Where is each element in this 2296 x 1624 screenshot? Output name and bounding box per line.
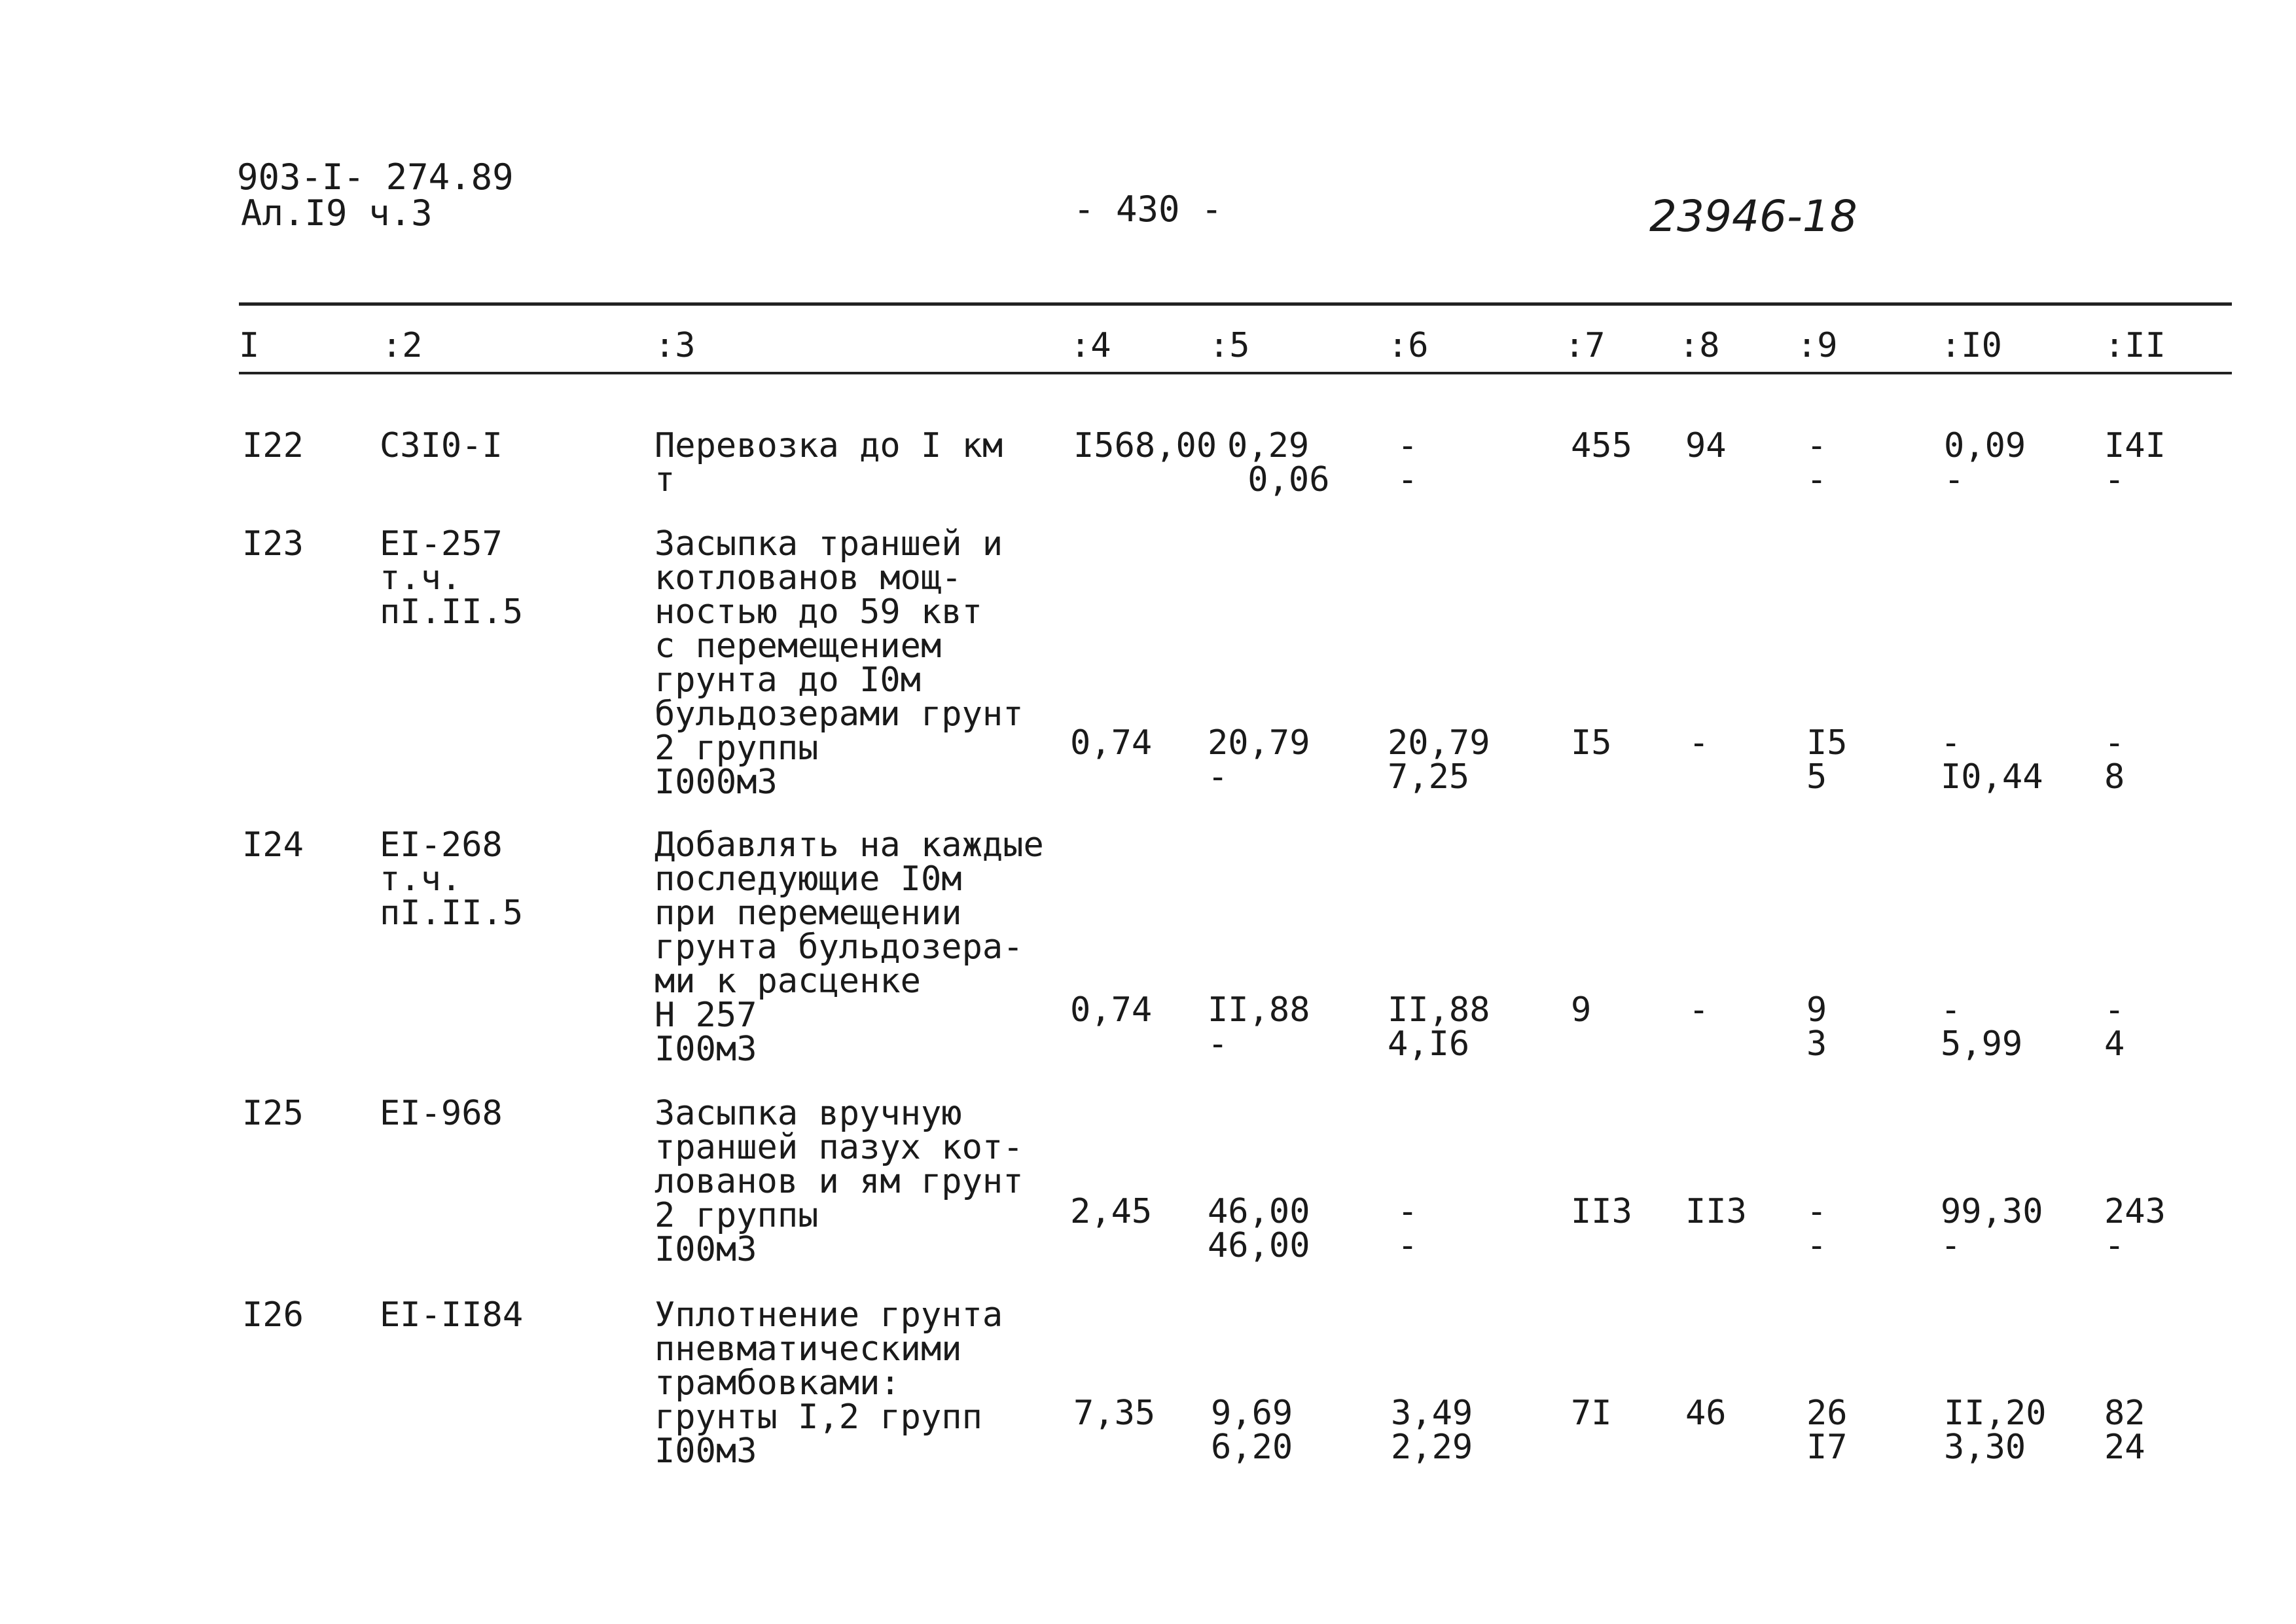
cell-col-7: 9 <box>1571 990 1592 1030</box>
column-header-6: :6 <box>1388 326 1429 365</box>
cell-col-8: - <box>1689 723 1710 763</box>
cell-col-8: - <box>1689 990 1710 1030</box>
row-number: I24 <box>242 825 304 865</box>
work-description: Уплотнение грунта пневматическими трамбовками: грунты I,2 групп I00м3 <box>655 1295 1003 1471</box>
column-header-7: :7 <box>1564 326 1605 365</box>
cell-col-5: 46,00 46,00 <box>1208 1192 1310 1265</box>
cell-col-11: - 8 <box>2104 723 2125 797</box>
row-number: I23 <box>242 524 304 564</box>
work-description: Засыпка траншей и котлованов мощ- ностью до 59 квт с перемещением грунта до I0м бульдозерами грунт 2 группы I000м3 <box>655 524 1024 802</box>
cell-col-10: - I0,44 <box>1941 723 2043 797</box>
cell-col-11: - 4 <box>2104 990 2125 1064</box>
column-header-4: :4 <box>1070 326 1111 365</box>
cell-col-5: 9,69 6,20 <box>1211 1394 1293 1467</box>
cell-col-5: II,88 - <box>1208 990 1310 1064</box>
cell-col-7: I5 <box>1571 723 1612 763</box>
cell-col-7: 455 <box>1571 426 1632 465</box>
rate-code: EI-II84 <box>380 1295 524 1335</box>
estimate-table <box>239 0 2232 1624</box>
cell-col-8: 94 <box>1685 426 1727 465</box>
cell-col-4: 0,74 <box>1070 723 1153 763</box>
work-description: Засыпка вручную траншей пазух кот- лованов и ям грунт 2 группы I00м3 <box>655 1094 1024 1269</box>
cell-col-5: 0,29 0,06 <box>1227 426 1330 499</box>
cell-col-9: - - <box>1806 1192 1827 1265</box>
cell-col-10: 0,09 - <box>1944 426 2026 499</box>
doc-code: 903-I- 274.89 <box>237 156 514 198</box>
cell-col-9: I5 5 <box>1806 723 1848 797</box>
work-description: Добавлять на каждые последующие I0м при перемещении грунта бульдозера- ми к расценке Н 257 I00м3 <box>655 825 1044 1069</box>
cell-col-4: 2,45 <box>1070 1192 1153 1231</box>
album-ref: Ал.I9 ч.3 <box>241 192 433 234</box>
column-header-9: :9 <box>1797 326 1838 365</box>
cell-col-4: I568,00 <box>1073 426 1217 465</box>
row-number: I22 <box>242 426 304 465</box>
column-header-5: :5 <box>1209 326 1250 365</box>
cell-col-7: II3 <box>1571 1192 1632 1231</box>
cell-col-5: 20,79 - <box>1208 723 1310 797</box>
page-number: - 430 - <box>1073 189 1223 230</box>
handwritten-number: 23946-18 <box>1649 191 1857 242</box>
cell-col-7: 7I <box>1571 1394 1612 1433</box>
cell-col-6: 20,79 7,25 <box>1388 723 1490 797</box>
cell-col-9: 9 3 <box>1806 990 1827 1064</box>
row-number: I25 <box>242 1094 304 1133</box>
cell-col-4: 7,35 <box>1073 1394 1156 1433</box>
rate-code: EI-257 т.ч. пI.II.5 <box>380 524 524 632</box>
cell-col-11: 243 - <box>2104 1192 2166 1265</box>
column-header-2: :2 <box>382 326 423 365</box>
rate-code: EI-968 <box>380 1094 503 1133</box>
cell-col-10: II,20 3,30 <box>1944 1394 2047 1467</box>
cell-col-9: 26 I7 <box>1806 1394 1848 1467</box>
cell-col-6: - - <box>1397 1192 1418 1265</box>
cell-col-4: 0,74 <box>1070 990 1153 1030</box>
cell-col-8: II3 <box>1685 1192 1747 1231</box>
column-header-10: :I0 <box>1941 326 2002 365</box>
cell-col-6: II,88 4,I6 <box>1388 990 1490 1064</box>
rate-code: EI-268 т.ч. пI.II.5 <box>380 825 524 933</box>
column-header-8: :8 <box>1679 326 1720 365</box>
work-description: Перевозка до I км т <box>655 426 1003 499</box>
cell-col-10: 99,30 - <box>1941 1192 2043 1265</box>
cell-col-8: 46 <box>1685 1394 1727 1433</box>
cell-col-10: - 5,99 <box>1941 990 2023 1064</box>
cell-col-11: 82 24 <box>2104 1394 2145 1467</box>
column-header-1: I <box>239 326 260 365</box>
cell-col-6: - - <box>1397 426 1418 499</box>
rate-code: C3I0-I <box>380 426 503 465</box>
column-header-3: :3 <box>655 326 696 365</box>
column-header-11: :II <box>2104 326 2166 365</box>
cell-col-9: - - <box>1806 426 1827 499</box>
cell-col-11: I4I - <box>2104 426 2166 499</box>
cell-col-6: 3,49 2,29 <box>1391 1394 1473 1467</box>
row-number: I26 <box>242 1295 304 1335</box>
